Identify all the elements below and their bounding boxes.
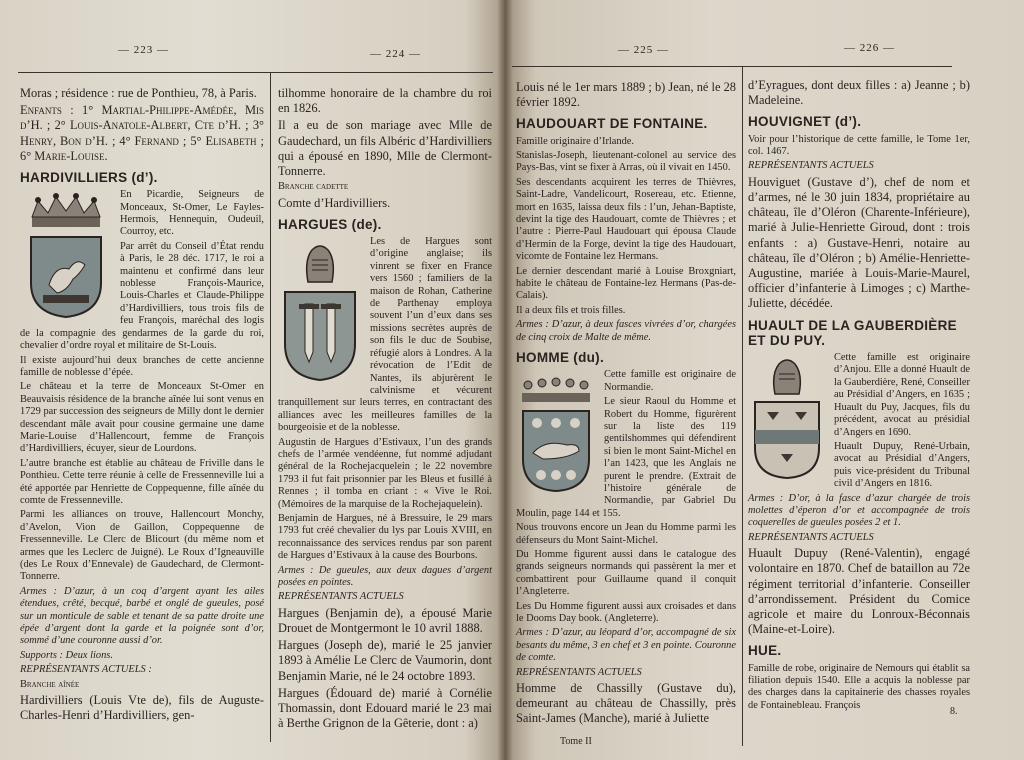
houvignet-representants: REPRÉSENTANTS ACTUELS [748, 160, 874, 172]
entry-title-houvignet: HOUVIGNET (d’). [748, 114, 862, 130]
hardivilliers-arret: Par arrêt du Conseil d’État rendu à Paris, le 28 déc. 1717, le roi a maintenu et confirmé dans leur noblesse François-Maurice, Louis-Charles et Claude-Philippe d’Hardivilliers, tous trois fils de feu François, maréchal des logis de la compagnie des gendarmes de la garde du roi, chevalier d’ordre royal et militaire de St-Louis. [20, 240, 264, 352]
haudouart-origin: Famille originaire d’Irlande. [516, 135, 635, 147]
column-226 [748, 78, 970, 714]
huault-helmet-icon [769, 354, 805, 396]
haudouart-armes: Armes : D’azur, à deux fasces vivrées d’or, chargées de cinq croix de Malte de même. [516, 319, 736, 343]
helmet-icon [300, 238, 340, 286]
hargues-arms [278, 238, 362, 386]
footer-signature: 8. [950, 706, 958, 717]
hardivilliers-louis: Hardivilliers (Louis Vte de), fils de Auguste-Charles-Henri d’Hardivilliers, gen- [20, 693, 264, 723]
page-number-225: — 225 — [618, 44, 669, 56]
column-224 [278, 86, 492, 733]
homme-arms [516, 371, 596, 497]
homme-raoul: Le sieur Raoul du Homme et Robert du Homme, figurèrent sur la liste des 119 gentilshommes qui défendirent si bien le mont Saint-Michel en l’an 1423, que les Anglais ne purent le prendre. (Extrait de l’histoire générale de Normandie, par Gabriel Du Moulin, page 144 et 155. [516, 396, 736, 519]
homme-jean: Nous trouvons encore un Jean du Homme parmi les défenseurs du Mont Saint-Michel. [516, 522, 736, 546]
haudouart-dernier: Le dernier descendant marié à Louise Broxgniart, habite le château de Fontaine-lez Hermans (Pas-de-Calais). [516, 265, 736, 302]
coronet-icon [26, 191, 106, 231]
enfants-text: Enfants : 1° Martial-Philippe-Amédée, Mis d’H. ; 2° Louis-Anatole-Albert, Cte d’H. ; 3° Henry, Bon d’H. ; 4° Fernand ; 5° Elisabeth ; 6° Marie-Louise. [20, 103, 264, 163]
leopard-shield-icon [521, 409, 591, 493]
branche-cadette: Branche cadette [278, 181, 349, 193]
huault-dupuy: Huault Dupuy, René-Urbain, avocat au Présidial d’Angers, puis vice-président du Tribunal civil d’Angers en 1816. [834, 440, 970, 490]
col2-mariage: Il a eu de son mariage avec Mlle de Gaudechard, un fils Albéric d’Hardivilliers qui a épousé en 1890, Mlle de Clermont-Tonnerre. [278, 118, 492, 179]
page-number-224: — 224 — [370, 48, 421, 60]
entry-title-hargues: HARGUES (de). [278, 216, 382, 232]
hardivilliers-supports: Supports : Deux lions. [20, 649, 113, 661]
hardivilliers-chateau: Le château et la terre de Monceaux St-Omer en Beauvaisis résidence de la branche aînée lui sont venus en 1729 par succession des seigneurs de Milly dont le dernier descendant mâle avait pour cousine germaine une dame Marie-Louise d’Hallencourt, femme de François d’Hardivilliers, écuyer, sieur de Lourdons. [20, 381, 264, 455]
haudouart-descendants: Ses descendants acquirent les terres de Thièvres, Saint-Ladre, Vandelicourt, Rosereau, etc. Etienne, mort en 1635, laissa deux fils : l’un, Jehan-Baptiste, devint la tige des Haudouart, comte de Thièvres ; et l’autre : Pierre-Paul Haudouart qui épousa Claude d’Hermin de la Forge, devint la tige des Haudouart, vicomte de Fontaine lez Hermans. [516, 176, 736, 263]
intro-text: Moras ; résidence : rue de Ponthieu, 78, à Paris. [20, 86, 257, 100]
fasce-shield-icon [753, 400, 821, 480]
page-number-226: — 226 — [844, 42, 895, 54]
homme-chassilly: Homme de Chassilly (Gustave du), demeurant au château de Chassilly, près Saint-James (Manche), marié à Juliette [516, 681, 736, 726]
hargues-augustin: Augustin de Hargues d’Estivaux, l’un des grands chefs de l’armée vendéenne, fut nommé adjudant général de la Rochejacquelein ; le 22 novembre 1793 il fut fait prisonnier par les Bleus et fusillé à Rennes ; il tomba en criant : « Vive le Roi. (Mémoires de la marquise de la Rochejaquelein). [278, 436, 492, 510]
hardivilliers-arms [20, 191, 112, 323]
haudouart-fils: Il a deux fils et trois filles. [516, 304, 626, 316]
hardivilliers-friville: L’autre branche est établie au château de Friville dans le Ponthieu. Cette terre réunie à celle de Fressenneville lui a été apportée par Henriette de Coppequenne, fille aînée du comte de Fressenneville. [20, 457, 264, 506]
hargues-benjamin: Benjamin de Hargues, né à Bressuire, le 29 mars 1793 fut créé chevalier du lys par Louis XVIII, en reconnaissance des services rendus par son parent de Hargues d’Estivaux à la cause des Bourbons. [278, 512, 492, 562]
huault-rene-valentin: Huault Dupuy (René-Valentin), engagé volontaire en 1870. Chef de bataillon au 72e régiment territorial d’infanterie. Conseiller d’arrondissement. Président du Comice agricole et maire du Lonroux-Béconnais (Maine-et-Loire). [748, 546, 970, 637]
column-223 [20, 86, 264, 725]
hardivilliers-representants: REPRÉSENTANTS ACTUELS : [20, 664, 152, 676]
comte-hardivilliers: Comte d’Hardivilliers. [278, 195, 391, 210]
houvignet-voir: Voir pour l’historique de cette famille, le Tome 1er, col. 1467. [748, 133, 970, 158]
page-number-223: — 223 — [118, 44, 169, 56]
header-rule-right [512, 66, 952, 67]
rooster-shield-icon [29, 235, 103, 319]
hardivilliers-armes: Armes : D’azur, à un coq d’argent ayant les ailes étendues, crêté, becqué, barbé et onglé de gueules, posé sur un monticule de sable et tenant de sa patte droite une épée d’argent dont la garde et la poignée sont d’or, sommé d’une couronne aussi d’or. [20, 585, 264, 647]
hardivilliers-branches: Il existe aujourd’hui deux branches de cette ancienne famille de noblesse d’épée. [20, 354, 264, 378]
homme-origin: Cette famille est originaire de Normandie. [604, 369, 736, 393]
hargues-rep-1: Hargues (Benjamin de), a épousé Marie Drouet de Montgermont le 10 avril 1888. [278, 605, 492, 636]
hargues-armes: Armes : De gueules, aux deux dagues d’argent posées en pointes. [278, 564, 492, 588]
entry-title-hardivilliers: HARDIVILLIERS (d’). [20, 170, 158, 186]
column-225 [516, 80, 736, 729]
daggers-shield-icon [283, 290, 357, 382]
hargues-rep-2: Hargues (Joseph de), marié le 25 janvier 1893 à Amélie Le Clerc de Vaumorin, dont Benjamin Marie, né le 24 octobre 1893. [278, 638, 492, 683]
hargues-rep-3: Hargues (Édouard de) marié à Cornélie Thomassin, dont Edouard marié le 23 mai à Berthe Grignon de la Gêterie, dont : a) [278, 685, 492, 731]
homme-representants: REPRÉSENTANTS ACTUELS [516, 666, 642, 678]
entry-title-huault: HUAULT DE LA GAUBERDIÈRE ET DU PUY. [748, 317, 957, 348]
haudouart-stanislas: Stanislas-Joseph, lieutenant-colonel au service des Pays-Bas, vint se fixer à Arras, où il vivait en 1450. [516, 150, 736, 174]
col4-continuation: d’Eyragues, dont deux filles : a) Jeanne ; b) Madeleine. [748, 78, 970, 108]
hargues-representants: REPRÉSENTANTS ACTUELS [278, 591, 404, 603]
huault-arms [748, 354, 826, 484]
header-rule-left [18, 72, 493, 73]
book-gutter [497, 0, 513, 760]
homme-armes: Armes : D’azur, au léopard d’or, accompagné de six besants du même, 3 en chef et 3 en pointe. Couronne de comte. [516, 627, 736, 664]
hardivilliers-alliances: Parmi les alliances on trouve, Hallencourt Monchy, d’Avelon, Vion de Gaillon, Coppequenne de Fressenneville. Le Clerc de Blicourt (du même nom et armes que les Leclerc de Juigné). Le Roux d’Igneauville (des Le Roux d’Ennevale) de Gaudechard, de Clermont-Tonnerre. [20, 509, 264, 583]
huault-origin: Cette famille est originaire d’Anjou. Elle a donné Huault de la Gauberdière, René, Conseiller au Présidial d’Angers, en 1635 ; Huault du Puy, Jacques, fils du précédent, avocat au présidial d’Angers en 1690. [834, 352, 970, 438]
column-rule-left [270, 72, 271, 742]
comte-coronet-icon [518, 371, 594, 405]
homme-croisades: Les Du Homme figurent aussi aux croisades et dans le Dooms Day book. (Angleterre). [516, 600, 736, 625]
entry-title-homme: HOMME (du). [516, 350, 605, 366]
hardivilliers-origin: En Picardie, Seigneurs de Monceaux, St-Omer, Le Fayles-Hermois, Hennequin, Oudeuil, Courroy, etc. [120, 189, 264, 238]
houvignet-gustave: Houviguet (Gustave d’), chef de nom et d’armes, né le 30 juin 1834, propriétaire au château, île d’Oléron (Charente-Inférieure), marié à Julie-Henriette Giroud, dont : trois enfants : a) Gustave-Henri, notaire au château, île d’Oléron ; b) Amélie-Henriette-Augustine, mariée à Louis-Marie-Maurel, officier d’infanterie à Limoges ; c) Marthe-Juliette, décédée. [748, 174, 970, 311]
hue-origin: Famille de robe, originaire de Nemours qui établit sa filiation depuis 1540. Elle a acquis la noblesse par des charges dans la capitainerie des chasses royales de Fontainebleau. François [748, 662, 970, 711]
hargues-origin: Les de Hargues sont d’origine anglaise; ils vinrent se fixer en France vers 1560 ; familiers de la maison de Rohan, Catherine de Parthenay employa souvent l’un d’eux dans ses missions secrètes auprès de son fils le duc de Soubise, réfugié alors à Londres. A la révocation de l’Edit de Nantes, ils abjurèrent le calvinisme et vécurent tranquillement sur leurs terres, en contractant des alliances avec les meilleures familles de la bourgeoisie et de la noblesse. [278, 236, 492, 434]
col2-continuation: tilhomme honoraire de la chambre du roi en 1826. [278, 86, 492, 116]
col3-continuation: Louis né le 1er mars 1889 ; b) Jean, né le 28 février 1892. [516, 80, 736, 110]
entry-title-haudouart: HAUDOUART DE FONTAINE. [516, 116, 708, 132]
huault-representants: REPRÉSENTANTS ACTUELS [748, 531, 874, 543]
hardivilliers-branche-ainee: Branche aînée [20, 678, 80, 690]
column-rule-right [742, 66, 743, 746]
huault-armes: Armes : D’or, à la fasce d’azur chargée de trois molettes d’éperon d’or et accompagnée de trois coquerelles de gueules posées 2 et 1. [748, 492, 970, 529]
footer-tome: Tome II [560, 736, 592, 747]
entry-title-hue: HUE. [748, 643, 782, 659]
homme-catalogue: Du Homme figurent aussi dans le catalogue des grands seigneurs normands qui passèrent la mer et combattirent pour Guillaume quand il conquit l’Angleterre. [516, 549, 736, 598]
